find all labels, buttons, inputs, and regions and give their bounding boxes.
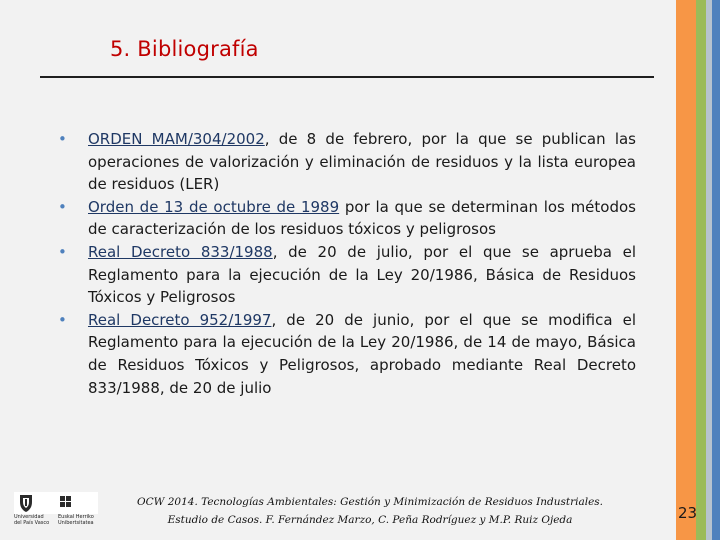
reference-item [58, 128, 636, 196]
logo-text-right: Euskal Herriko Unibertsitatea [58, 514, 94, 526]
decorative-stripe-blue [712, 0, 720, 540]
decorative-stripe-orange [676, 0, 696, 540]
reference-link[interactable]: Orden de 13 de octubre de 1989 [88, 197, 340, 216]
reference-item [58, 241, 636, 309]
reference-text: , de 8 de febrero, por la que se publican las operaciones de valorización y eliminación de residuos y la lista europea de residuos (LER) [88, 130, 636, 194]
university-emblem-icon [14, 492, 98, 514]
reference-list [58, 128, 636, 399]
reference-link[interactable]: Real Decreto 952/1997 [88, 310, 272, 329]
reference-link[interactable]: Real Decreto 833/1988 [88, 242, 273, 261]
reference-text: , de 20 de julio, por el que se aprueba el Reglamento para la ejecución de la Ley 20/1986, Básica de Residuos Tóxicos y Peligrosos [88, 242, 636, 307]
footer-line-1: OCW 2014. Tecnologías Ambientales: Gestión y Minimización de Residuos Industriales. [136, 496, 604, 508]
reference-text: por la que se determinan los métodos de caracterización de los residuos tóxicos y peligrosos [88, 197, 636, 239]
reference-link[interactable]: ORDEN MAM/304/2002 [88, 130, 265, 148]
bullet-icon: • [58, 197, 67, 216]
bullet-icon: • [58, 310, 67, 329]
footer-credits [120, 493, 620, 529]
reference-text: , de 20 de junio, por el que se modifica el Reglamento para la ejecución de la Ley 20/1986, de 14 de mayo, Básica de Residuos Tóxicos y Peligrosos, aprobado mediante Real Decreto 833/1988, de 20 de julio [88, 310, 636, 397]
reference-item [58, 196, 636, 241]
bullet-icon: • [58, 130, 67, 148]
slide-title: 5. Bibliografía [110, 37, 259, 61]
logo-text-left: Universidad del País Vasco [14, 514, 50, 526]
university-logo [14, 492, 98, 528]
decorative-stripe-green [696, 0, 706, 540]
footer-line-2: Estudio de Casos. F. Fernández Marzo, C. Peña Rodríguez y M.P. Ruiz Ojeda [167, 514, 573, 526]
reference-item [58, 309, 636, 399]
title-divider [40, 76, 654, 78]
page-number: 23 [678, 504, 698, 522]
bullet-icon: • [58, 242, 67, 261]
